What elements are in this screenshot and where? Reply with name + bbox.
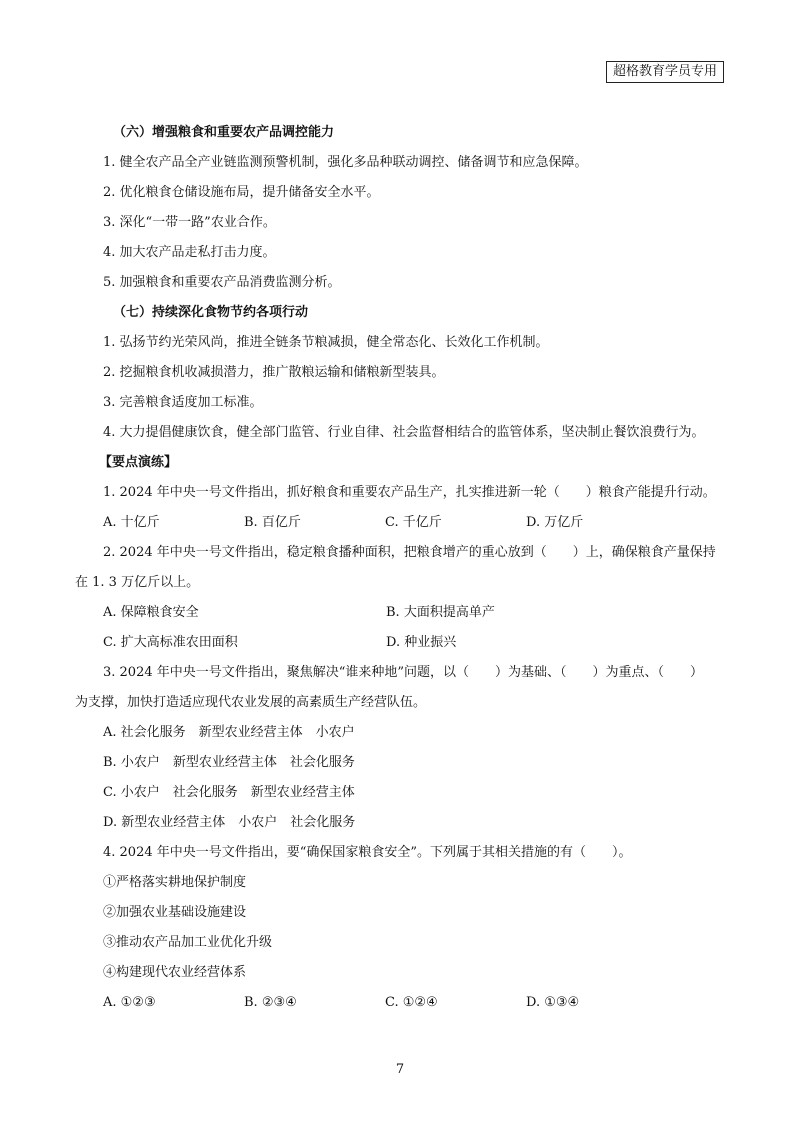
question-4-statement: ②加强农业基础设施建设 (103, 905, 247, 920)
option-d[interactable]: D. 种业振兴 (386, 635, 457, 650)
option-d[interactable]: D. ①③④ (526, 995, 580, 1010)
section-7-item: 1. 弘扬节约光荣风尚，推进全链条节粮减损，健全常态化、长效化工作机制。 (103, 335, 549, 350)
section-6-item: 5. 加强粮食和重要农产品消费监测分析。 (103, 275, 341, 290)
option-d[interactable]: D. 新型农业经营主体 小农户 社会化服务 (103, 815, 356, 830)
page-content (75, 118, 723, 1018)
option-b[interactable]: B. 大面积提高单产 (386, 605, 495, 620)
practice-title: 【要点演练】 (99, 455, 178, 470)
option-b[interactable]: B. 小农户 新型农业经营主体 社会化服务 (103, 755, 355, 770)
question-2-options-row-2 (103, 628, 723, 658)
option-c[interactable]: C. 千亿斤 (385, 515, 442, 530)
question-3-stem: 3. 2024 年中央一号文件指出，聚焦解决“谁来种地”问题，以（ ）为基础、（ ）为重点、（ ） (103, 665, 704, 680)
page-number: 7 (395, 1062, 405, 1077)
option-c[interactable]: C. 小农户 社会化服务 新型农业经营主体 (103, 785, 355, 800)
question-1-options (103, 508, 723, 538)
question-4-stem: 4. 2024 年中央一号文件指出，要“确保国家粮食安全”。下列属于其相关措施的有（ ）。 (103, 845, 632, 860)
section-7-item: 2. 挖掘粮食机收减损潜力，推广散粮运输和储粮新型装具。 (103, 365, 445, 380)
option-a[interactable]: A. 保障粮食安全 (103, 605, 199, 620)
question-2-options-row-1 (103, 598, 723, 628)
option-a[interactable]: A. 十亿斤 (103, 515, 160, 530)
question-2-stem-continued: 在 1. 3 万亿斤以上。 (75, 575, 200, 590)
option-a[interactable]: A. 社会化服务 新型农业经营主体 小农户 (103, 725, 355, 740)
section-6-item: 1. 健全农产品全产业链监测预警机制，强化多品种联动调控、储备调节和应急保障。 (103, 155, 588, 170)
section-6-title: （六）增强粮食和重要农产品调控能力 (113, 125, 335, 140)
section-6-item: 2. 优化粮食仓储设施布局，提升储备安全水平。 (103, 185, 380, 200)
question-1-stem: 1. 2024 年中央一号文件指出，抓好粮食和重要农产品生产，扎实推进新一轮（ ）粮食产能提升行动。 (103, 485, 716, 500)
question-4-options (103, 988, 723, 1018)
question-4-statement: ①严格落实耕地保护制度 (103, 875, 247, 890)
section-7-title: （七）持续深化食物节约各项行动 (113, 305, 309, 320)
question-2-stem: 2. 2024 年中央一号文件指出，稳定粮食播种面积，把粮食增产的重心放到（ ）上，确保粮食产量保持 (103, 545, 716, 560)
section-6-item: 3. 深化“一带一路”农业合作。 (103, 215, 276, 230)
question-4-statement: ④构建现代农业经营体系 (103, 965, 247, 980)
option-c[interactable]: C. ①②④ (385, 995, 438, 1010)
question-3-stem-continued: 为支撑，加快打造适应现代农业发展的高素质生产经营队伍。 (75, 695, 427, 710)
section-7-item: 4. 大力提倡健康饮食，健全部门监管、行业自律、社会监督相结合的监管体系，坚决制止餐饮浪费行为。 (103, 425, 705, 440)
option-b[interactable]: B. ②③④ (244, 995, 297, 1010)
option-b[interactable]: B. 百亿斤 (244, 515, 301, 530)
option-c[interactable]: C. 扩大高标准农田面积 (103, 635, 238, 650)
section-7-item: 3. 完善粮食适度加工标准。 (103, 395, 263, 410)
section-6-item: 4. 加大农产品走私打击力度。 (103, 245, 276, 260)
option-d[interactable]: D. 万亿斤 (526, 515, 584, 530)
option-a[interactable]: A. ①②③ (103, 995, 156, 1010)
question-4-statement: ③推动农产品加工业优化升级 (103, 935, 273, 950)
header-badge: 超格教育学员专用 (606, 61, 724, 83)
